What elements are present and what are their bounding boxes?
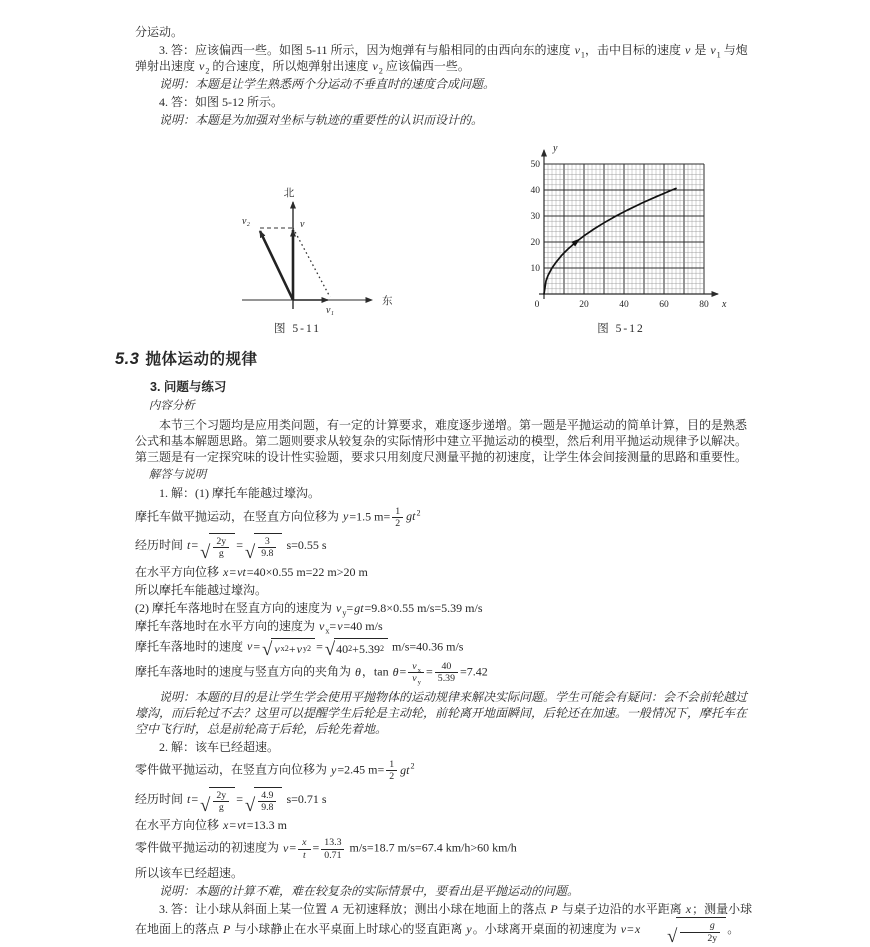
note-answer-4: 说明：本题是为加强对坐标与轨迹的重要性的认识而设计的。 bbox=[159, 113, 484, 128]
formula-landing-angle: 摩托车落地时的速度与竖直方向的夹角为 θ，tan θ= $\frac{v_x}{v_y}$ = $\frac{40}{5.39}$ =7.42 bbox=[135, 661, 488, 687]
paragraph-problem1: 1. 解：(1) 摩托车能越过壕沟。 bbox=[159, 486, 320, 501]
vector-v2 bbox=[260, 231, 293, 300]
svg-text:40: 40 bbox=[530, 186, 540, 197]
svg-text:80: 80 bbox=[699, 300, 709, 311]
paragraph-continuation: 分运动。 bbox=[135, 25, 184, 39]
subsection-heading: 3. 问题与练习 bbox=[150, 379, 227, 394]
formula-vertical-displacement-2: 零件做平抛运动，在竖直方向位移为 y=2.45 m= $\frac{1}{2}$ $gt^2$ bbox=[135, 759, 415, 783]
paragraph-conclusion-2: 所以该车已经超速。 bbox=[135, 866, 244, 881]
svg-text:30: 30 bbox=[530, 212, 540, 223]
svg-text:x: x bbox=[722, 299, 727, 311]
figure-caption: 图 5-12 bbox=[597, 323, 645, 336]
formula-time-1: 经历时间 t= √ $\frac{2y}{g}$ = √ $\frac{3}{9.8}$ s=0.55 s bbox=[135, 533, 755, 560]
section-heading bbox=[115, 348, 755, 371]
paragraph-answer-4: 4. 答：如图 5-12 所示。 bbox=[159, 95, 283, 110]
formula-vertical-velocity: (2) 摩托车落地时在竖直方向的速度为 $v_y=gt=9.8\times 0.55$ m/s=5.39 m/s bbox=[135, 600, 483, 618]
svg-text:40: 40 bbox=[619, 300, 629, 311]
figure-5-12 bbox=[510, 138, 732, 337]
axes bbox=[539, 150, 718, 299]
v2-label: v₂ bbox=[242, 216, 250, 228]
v1-label: v₁ bbox=[326, 305, 334, 317]
svg-text:10: 10 bbox=[530, 264, 540, 275]
formula-initial-speed-2: 零件做平抛运动的初速度为 v= $\frac{x}{t}$ = $\frac{13.3}{0.71}$ m/s=18.7 m/s=67.4 km/h>60 km/h bbox=[135, 837, 517, 861]
figures-row bbox=[190, 138, 755, 337]
paragraph-content-analysis: 本节三个习题均是应用类问题，有一定的计算要求，难度逐步递增。第一题是平抛运动的简单计算，目的是熟悉公式和基本解题思路。第二题则要求从较复杂的实际情形中建立平抛运动的模型，然后利用平抛运动规律予以解决。第三题是有一定探究味的设计性实验题，要求只用刻度尺测量平抛的初速度，让学生体会间接测量的思路和重要性。 bbox=[135, 417, 748, 464]
svg-text:60: 60 bbox=[659, 300, 669, 311]
trajectory-chart bbox=[510, 138, 732, 320]
paragraph-problem3: 3. 答：让小球从斜面上某一位置 A 无初速释放；测出小球在地面上的落点 P 与桌子边沿的水平距离 x；测量小球在地面上的落点 P 与小球静止在水平桌面上时球心的竖直距离 y。小球离开桌面的初速度为 v=x √ $\frac{g}{2y}$ 。 bbox=[135, 902, 753, 947]
grid bbox=[544, 164, 704, 294]
svg-text:0: 0 bbox=[534, 300, 540, 311]
paragraph-problem2: 2. 解：该车已经超速。 bbox=[159, 740, 280, 755]
east-label: 东 bbox=[382, 296, 393, 308]
formula-horizontal-displacement-2: 在水平方向位移 x=vt=13.3 m bbox=[135, 818, 287, 833]
label-content-analysis: 内容分析 bbox=[148, 400, 195, 413]
figure-caption: 图 5-11 bbox=[273, 323, 322, 336]
section-number: 5.3 bbox=[115, 349, 140, 368]
paragraph-conclusion-1: 所以摩托车能越过壕沟。 bbox=[135, 582, 268, 597]
dotted-construction-line bbox=[293, 228, 330, 297]
formula-time-2: 经历时间 t= √ $\frac{2y}{g}$ = √ $\frac{4.9}{9.8}$ s=0.71 s bbox=[135, 787, 755, 814]
note-problem1: 说明：本题的目的是让学生学会使用平抛物体的运动规律来解决实际问题。学生可能会有疑问：会不会前轮越过壕沟，而后轮过不去？这里可以提醒学生后轮是主动轮，前轮离开地面瞬间，后轮还在加速。一般情况下，摩托车在空中飞行时，总是前轮高于后轮，后轮先着地。 bbox=[135, 689, 748, 736]
formula-vertical-displacement-1: 摩托车做平抛运动，在竖直方向位移为 y=1.5 m= $\frac{1}{2}$ $gt^2$ bbox=[135, 505, 421, 529]
note-answer-3: 说明：本题是让学生熟悉两个分运动不垂直时的速度合成问题。 bbox=[159, 77, 496, 92]
v-label: v bbox=[300, 219, 305, 231]
section-title: 抛体运动的规律 bbox=[145, 350, 258, 368]
svg-text:20: 20 bbox=[530, 238, 540, 249]
svg-text:20: 20 bbox=[579, 300, 589, 311]
formula-landing-speed: 摩托车落地时的速度 v= √ v x 2 + v y 2 = √ 40 2 +5.39 2 m/s=40.36 m/s bbox=[135, 639, 464, 661]
figure-5-11 bbox=[190, 182, 405, 337]
note-problem2: 说明：本题的计算不难，难在较复杂的实际情景中，要看出是平抛运动的问题。 bbox=[159, 884, 580, 899]
svg-text:50: 50 bbox=[530, 160, 540, 171]
vector-diagram bbox=[190, 182, 405, 320]
label-answers: 解答与说明 bbox=[148, 469, 207, 482]
paragraph-answer-3: 3. 答：应该偏西一些。如图 5-11 所示，因为炮弹有与船相同的由西向东的速度 $v_1$，击中目标的速度 v 是 $v_1$ 与炮弹射出速度 $v_2$ 的合速度，所以炮弹射出速度 $v_2$ 应该偏西一些。 bbox=[135, 43, 748, 76]
north-label: 北 bbox=[283, 188, 295, 200]
svg-text:y: y bbox=[553, 143, 558, 155]
formula-horizontal-displacement-1: 在水平方向位移 x=vt=40×0.55 m=22 m>20 m bbox=[135, 564, 368, 579]
formula-horizontal-velocity: 摩托车落地时在水平方向的速度为 $v_x=v=40$ m/s bbox=[135, 619, 383, 636]
